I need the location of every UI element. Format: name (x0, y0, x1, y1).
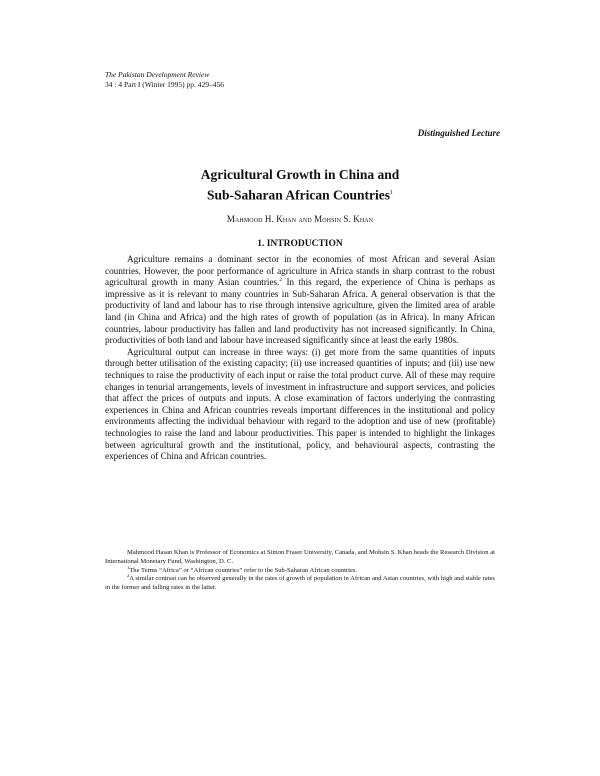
title-line-2 (0, 184, 600, 205)
journal-issue: 34 : 4 Part I (Winter 1995) pp. 429–456 (105, 80, 225, 89)
journal-header (105, 70, 224, 90)
title-line-1: Agricultural Growth in China and (200, 167, 400, 182)
journal-name: The Pakistan Development Review (105, 70, 210, 79)
author-line: Mahmood H. Khan and Mohsin S. Khan (226, 214, 374, 224)
paragraph-1-part-b: In this regard, the experience of China is perhaps as impressive as it is relevant to many countries in Sub-Saharan Africa. A general observation is that the productivity of land and labour has to rise through intensive agriculture, given the limited area of arable land (in China and Africa) and the high rates of growth of population (as in Africa). In many African countries, labour productivity has fallen and land productivity has not increased significantly. In China, productivities of both land and labour have increased significantly since at least the early 1980s. (105, 277, 495, 346)
footnote-ref-2: 2 (279, 277, 283, 284)
footnote-1-marker: 1 (127, 564, 130, 570)
footnote-2-marker: 2 (127, 573, 130, 579)
footnote-1-text: The Terms “Africa” or “African countries” refer to the Sub-Saharan African countries. (129, 566, 358, 574)
paragraph-2: Agricultural output can increase in three ways: (i) get more from the same quantities of inputs through better utilisation of the existing capacity; (ii) use increased quantities of inputs; and (iii) use new techniques to raise the productivity of each input or raise the total product curve. All of these may require changes in tenurial arrangements, levels of investment in infrastructure and support services, and policies that affect the prices of outputs and inputs. A close examination of factors underlying the contrasting experiences in China and African countries reveals important differences in the institutional and policy environments affecting the individual behaviour with regard to the adoption and use of new (profitable) technologies to raise the land and labour productivities. This paper is intended to highlight the linkages between agricultural growth and the institutional, policy, and behavioural aspects, contrasting the experiences of China and African countries. (105, 346, 495, 462)
footnote-2 (105, 575, 495, 593)
author-affiliation-note: Mahmood Hasan Khan is Professor of Economics at Simon Fraser University, Canada, and Mohsin S. Khan heads the Research Division at International Monetary Fund, Washington, D. C. (105, 549, 495, 565)
paragraph-1-part-a: Agriculture remains a dominant sector in the economies of most African and several Asian countries. However, the poor performance of agriculture in Africa stands in sharp contrast to the robust agricultural growth in many Asian countries. (105, 254, 495, 288)
title-footnote-marker: 1 (390, 190, 394, 196)
footnotes (105, 549, 495, 593)
title-line-2-text: Sub-Saharan African Countries (206, 187, 391, 203)
body-text (105, 254, 495, 463)
section-heading: 1. INTRODUCTION (257, 239, 343, 249)
paper-title (0, 166, 600, 205)
paragraph-1 (105, 254, 495, 347)
footnote-2-text: A similar contrast can be observed generally in the rates of growth of population in African and Asian countries, with high and stable rates in the former and falling rates in the latter. (105, 575, 495, 592)
lecture-type: Distinguished Lecture (417, 128, 500, 138)
